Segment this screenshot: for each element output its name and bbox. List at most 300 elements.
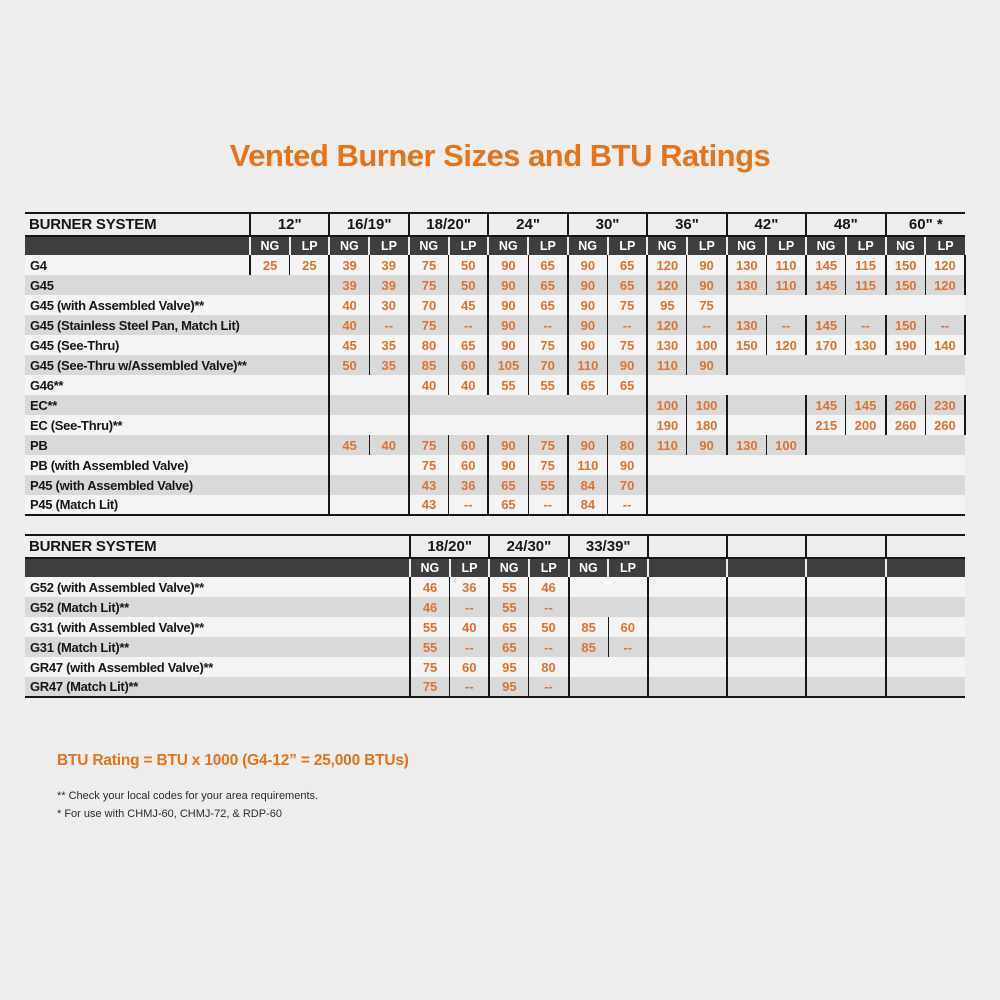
empty-cell	[766, 415, 806, 435]
empty-cell	[727, 597, 806, 617]
btu-value-ng: 43	[409, 475, 449, 495]
ng-header: NG	[410, 558, 450, 577]
btu-value-ng: 170	[806, 335, 846, 355]
btu-value-ng: 75	[410, 677, 450, 697]
empty-cell	[925, 355, 965, 375]
btu-value-lp: 39	[369, 275, 409, 295]
empty-cell	[766, 395, 806, 415]
btu-value-ng: 85	[569, 637, 609, 657]
btu-value-ng: 145	[806, 315, 846, 335]
btu-value-ng: 190	[886, 335, 926, 355]
btu-value-lp: 55	[528, 475, 568, 495]
empty-cell	[886, 597, 965, 617]
empty-group-header	[727, 535, 806, 558]
btu-value-lp: --	[449, 315, 489, 335]
table-row	[25, 617, 965, 637]
btu-value-ng: 130	[647, 335, 687, 355]
empty-cell	[687, 495, 727, 515]
empty-cell	[886, 455, 926, 475]
empty-cell	[569, 597, 609, 617]
btu-value-lp: 120	[766, 335, 806, 355]
btu-value-lp: 100	[766, 435, 806, 455]
empty-cell	[766, 295, 806, 315]
empty-cell	[806, 375, 846, 395]
lp-header: LP	[369, 236, 409, 255]
btu-value-ng: 75	[409, 455, 449, 475]
for-use-with-note: * For use with CHMJ-60, CHMJ-72, & RDP-60	[57, 808, 282, 820]
table-label-header: BURNER SYSTEM	[25, 535, 410, 558]
btu-value-ng: 25	[250, 255, 290, 275]
btu-value-ng: 150	[886, 275, 926, 295]
btu-value-ng: 46	[410, 577, 450, 597]
btu-value-ng: 85	[569, 617, 609, 637]
empty-cell	[886, 375, 926, 395]
btu-value-lp: 90	[687, 275, 727, 295]
btu-value-ng: 75	[409, 255, 449, 275]
empty-cell	[647, 375, 687, 395]
btu-value-ng: 130	[727, 275, 767, 295]
btu-value-ng: 120	[647, 255, 687, 275]
btu-value-lp: --	[687, 315, 727, 335]
btu-value-ng: 45	[329, 435, 369, 455]
btu-value-ng: 90	[568, 335, 608, 355]
empty-cell	[568, 395, 608, 415]
burner-table-2	[25, 534, 965, 698]
empty-cell	[647, 455, 687, 475]
lp-header: LP	[766, 236, 806, 255]
burner-system-label: G46**	[30, 377, 64, 393]
table-row	[25, 677, 965, 697]
btu-value-ng: 100	[647, 395, 687, 415]
btu-value-lp: 45	[449, 295, 489, 315]
table-row	[25, 415, 965, 435]
empty-cell	[369, 455, 409, 475]
btu-value-lp: 70	[608, 475, 648, 495]
empty-cell	[806, 657, 885, 677]
btu-value-ng: 190	[647, 415, 687, 435]
empty-cell	[727, 577, 806, 597]
btu-value-lp: 130	[846, 335, 886, 355]
lp-header: LP	[687, 236, 727, 255]
empty-cell	[329, 375, 369, 395]
empty-cell	[528, 415, 568, 435]
empty-cell	[687, 455, 727, 475]
btu-value-lp: --	[529, 597, 569, 617]
empty-cell	[369, 375, 409, 395]
btu-value-ng: 130	[727, 315, 767, 335]
btu-value-lp: 70	[528, 355, 568, 375]
btu-value-lp: --	[450, 637, 490, 657]
burner-system-label: GR47 (Match Lit)**	[25, 677, 410, 697]
btu-value-ng: 90	[488, 435, 528, 455]
empty-cell	[766, 475, 806, 495]
empty-cell	[648, 657, 727, 677]
ng-header: NG	[806, 236, 846, 255]
size-group-header: 18/20"	[410, 535, 489, 558]
btu-value-ng: 65	[488, 475, 528, 495]
local-codes-note: ** Check your local codes for your area requirements.	[57, 790, 319, 802]
btu-value-lp: 35	[369, 355, 409, 375]
table-row	[25, 435, 965, 455]
btu-value-ng: 95	[489, 677, 529, 697]
btu-value-lp: 260	[925, 415, 965, 435]
btu-value-lp: 90	[687, 355, 727, 375]
btu-value-ng: 110	[647, 435, 687, 455]
empty-cell	[409, 415, 449, 435]
btu-value-lp: 65	[528, 255, 568, 275]
btu-value-ng: 260	[886, 395, 926, 415]
burner-system-label: G31 (Match Lit)**	[30, 639, 129, 655]
btu-value-lp: 75	[528, 335, 568, 355]
empty-cell	[806, 617, 885, 637]
burner-system-label: G45 (See-Thru)	[30, 337, 119, 353]
empty-band-cell	[806, 558, 885, 577]
btu-value-ng: 120	[647, 275, 687, 295]
lp-header: LP	[925, 236, 965, 255]
empty-band-cell	[727, 558, 806, 577]
btu-value-lp: 145	[846, 395, 886, 415]
btu-value-lp: --	[450, 677, 490, 697]
btu-value-ng: 85	[409, 355, 449, 375]
empty-cell	[727, 475, 767, 495]
btu-value-lp: 65	[449, 335, 489, 355]
btu-value-ng: 145	[806, 395, 846, 415]
empty-cell	[846, 295, 886, 315]
burner-system-label: G45	[30, 277, 54, 293]
burner-system-label: G45 (Stainless Steel Pan, Match Lit)	[30, 317, 240, 333]
btu-value-ng: 105	[488, 355, 528, 375]
btu-value-lp: --	[925, 315, 965, 335]
btu-value-ng: 90	[488, 275, 528, 295]
btu-value-lp: --	[528, 495, 568, 515]
btu-value-lp: 230	[925, 395, 965, 415]
btu-value-ng: 84	[568, 475, 608, 495]
btu-value-ng: 39	[329, 275, 369, 295]
empty-cell	[727, 375, 767, 395]
table-label-header: BURNER SYSTEM	[25, 213, 250, 236]
burner-system-label: G52 (with Assembled Valve)**	[30, 579, 204, 595]
size-group-header: 24/30"	[489, 535, 568, 558]
btu-value-ng: 90	[568, 315, 608, 335]
burner-table-1	[25, 212, 966, 516]
empty-cell	[766, 495, 806, 515]
empty-cell	[369, 475, 409, 495]
table-row	[25, 455, 965, 475]
btu-value-ng: 150	[886, 315, 926, 335]
btu-value-ng: 150	[727, 335, 767, 355]
empty-cell	[925, 295, 965, 315]
btu-value-lp: --	[450, 597, 490, 617]
empty-cell	[329, 495, 369, 515]
band-label-cell	[25, 236, 250, 255]
empty-cell	[886, 577, 965, 597]
btu-value-lp: --	[846, 315, 886, 335]
btu-value-lp: 60	[449, 355, 489, 375]
btu-value-lp: 46	[529, 577, 569, 597]
lp-header: LP	[529, 558, 569, 577]
empty-cell	[806, 355, 846, 375]
btu-value-lp: 60	[449, 455, 489, 475]
empty-cell	[806, 677, 885, 697]
lp-header: LP	[449, 236, 489, 255]
btu-value-ng: 80	[409, 335, 449, 355]
size-group-header: 33/39"	[569, 535, 648, 558]
burner-system-label: PB	[30, 437, 48, 453]
empty-cell	[369, 415, 409, 435]
empty-cell	[687, 475, 727, 495]
size-group-header: 36"	[647, 213, 726, 236]
btu-value-lp: 65	[528, 295, 568, 315]
btu-value-lp: 50	[449, 275, 489, 295]
empty-cell	[608, 395, 648, 415]
empty-cell	[727, 677, 806, 697]
empty-cell	[886, 495, 926, 515]
empty-cell	[886, 435, 926, 455]
btu-value-lp: 25	[290, 255, 330, 275]
btu-value-lp: 35	[369, 335, 409, 355]
btu-value-lp: --	[608, 495, 648, 515]
btu-value-ng: 40	[409, 375, 449, 395]
btu-value-ng: 215	[806, 415, 846, 435]
empty-cell	[727, 355, 767, 375]
empty-cell	[886, 475, 926, 495]
btu-value-ng: 130	[727, 435, 767, 455]
btu-value-ng: 65	[489, 637, 529, 657]
btu-value-lp: 75	[528, 455, 568, 475]
btu-value-lp: 65	[528, 275, 568, 295]
table-row	[25, 335, 965, 355]
btu-value-lp: 55	[528, 375, 568, 395]
empty-cell	[846, 455, 886, 475]
empty-cell	[329, 455, 369, 475]
btu-value-lp: 75	[528, 435, 568, 455]
btu-value-lp: 65	[608, 375, 648, 395]
burner-system-label: PB (with Assembled Valve)	[30, 457, 189, 473]
btu-value-ng: 39	[329, 255, 369, 275]
table-row	[25, 255, 965, 275]
size-group-header: 42"	[727, 213, 806, 236]
empty-cell	[568, 415, 608, 435]
btu-value-lp: 200	[846, 415, 886, 435]
table-row	[25, 577, 965, 597]
empty-cell	[766, 375, 806, 395]
size-group-header: 24"	[488, 213, 567, 236]
empty-cell	[806, 637, 885, 657]
btu-value-ng: 130	[727, 255, 767, 275]
size-group-header: 30"	[568, 213, 647, 236]
empty-cell	[648, 617, 727, 637]
table-row	[25, 495, 965, 515]
btu-value-lp: 65	[608, 275, 648, 295]
empty-cell	[727, 617, 806, 637]
empty-cell	[329, 395, 369, 415]
empty-cell	[806, 435, 846, 455]
btu-value-ng: 145	[806, 275, 846, 295]
btu-value-lp: 75	[608, 335, 648, 355]
empty-cell	[925, 455, 965, 475]
empty-cell	[647, 475, 687, 495]
btu-value-lp: 100	[687, 335, 727, 355]
btu-value-lp: 50	[449, 255, 489, 275]
empty-cell	[608, 677, 648, 697]
ng-header: NG	[409, 236, 449, 255]
empty-cell	[886, 637, 965, 657]
btu-value-lp: 90	[687, 255, 727, 275]
table-row	[25, 375, 965, 395]
empty-cell	[528, 395, 568, 415]
btu-value-ng: 50	[329, 355, 369, 375]
burner-system-label: G4	[30, 257, 47, 273]
btu-value-ng: 45	[329, 335, 369, 355]
btu-value-lp: --	[369, 315, 409, 335]
btu-value-ng: 95	[489, 657, 529, 677]
btu-value-lp: 140	[925, 335, 965, 355]
empty-cell	[846, 495, 886, 515]
ng-header: NG	[568, 236, 608, 255]
burner-system-label: G31 (with Assembled Valve)**	[30, 619, 204, 635]
btu-value-ng: 90	[488, 455, 528, 475]
btu-value-ng: 120	[647, 315, 687, 335]
empty-cell	[648, 677, 727, 697]
empty-cell	[846, 435, 886, 455]
size-group-header: 60" *	[886, 213, 965, 236]
btu-value-ng: 260	[886, 415, 926, 435]
page-title: Vented Burner Sizes and BTU Ratings	[229, 138, 771, 173]
empty-cell	[886, 617, 965, 637]
empty-cell	[925, 375, 965, 395]
ng-header: NG	[647, 236, 687, 255]
empty-cell	[886, 295, 926, 315]
empty-cell	[647, 495, 687, 515]
empty-band-cell	[886, 558, 965, 577]
lp-header: LP	[608, 236, 648, 255]
btu-value-lp: --	[449, 495, 489, 515]
lp-header: LP	[846, 236, 886, 255]
btu-value-ng: 55	[410, 617, 450, 637]
btu-value-ng: 65	[488, 495, 528, 515]
btu-value-lp: 90	[687, 435, 727, 455]
size-group-header: 16/19"	[329, 213, 408, 236]
btu-value-lp: 80	[608, 435, 648, 455]
table-row	[25, 295, 965, 315]
burner-system-label: P45 (with Assembled Valve)	[30, 477, 193, 493]
empty-cell	[727, 415, 767, 435]
table-row	[25, 657, 965, 677]
btu-value-ng: 55	[488, 375, 528, 395]
table-row	[25, 315, 965, 335]
btu-value-lp: 36	[449, 475, 489, 495]
empty-cell	[648, 577, 727, 597]
btu-value-lp: --	[608, 637, 648, 657]
btu-value-ng: 65	[568, 375, 608, 395]
empty-cell	[369, 495, 409, 515]
burner-table-1-wrapper	[25, 212, 965, 516]
btu-value-lp: --	[766, 315, 806, 335]
btu-value-ng: 40	[329, 295, 369, 315]
empty-cell	[727, 395, 767, 415]
empty-cell	[369, 395, 409, 415]
btu-value-lp: 180	[687, 415, 727, 435]
empty-cell	[727, 495, 767, 515]
size-group-header: 48"	[806, 213, 885, 236]
btu-value-ng: 75	[410, 657, 450, 677]
btu-value-ng: 65	[489, 617, 529, 637]
empty-cell	[806, 295, 846, 315]
ng-header: NG	[250, 236, 290, 255]
btu-value-ng: 90	[568, 275, 608, 295]
empty-cell	[608, 597, 648, 617]
empty-cell	[727, 637, 806, 657]
btu-value-ng: 90	[488, 255, 528, 275]
empty-cell	[886, 657, 965, 677]
table-row	[25, 395, 965, 415]
empty-group-header	[886, 535, 965, 558]
lp-header: LP	[528, 236, 568, 255]
btu-value-lp: 60	[450, 657, 490, 677]
btu-value-lp: --	[608, 315, 648, 335]
btu-value-lp: 120	[925, 255, 965, 275]
empty-cell	[569, 577, 609, 597]
btu-value-lp: --	[529, 637, 569, 657]
btu-value-ng: 84	[568, 495, 608, 515]
btu-value-ng: 75	[409, 435, 449, 455]
empty-cell	[925, 475, 965, 495]
burner-system-label: GR47 (with Assembled Valve)**	[30, 659, 213, 675]
btu-value-lp: 40	[369, 435, 409, 455]
empty-cell	[608, 657, 648, 677]
ng-header: NG	[489, 558, 529, 577]
btu-value-lp: 65	[608, 255, 648, 275]
empty-cell	[488, 415, 528, 435]
empty-cell	[806, 455, 846, 475]
empty-cell	[806, 495, 846, 515]
btu-value-lp: 115	[846, 255, 886, 275]
btu-value-lp: 90	[608, 455, 648, 475]
empty-cell	[886, 677, 965, 697]
burner-system-label: G52 (Match Lit)**	[30, 599, 129, 615]
empty-cell	[925, 495, 965, 515]
btu-value-ng: 55	[489, 577, 529, 597]
burner-table-2-wrapper	[25, 534, 965, 698]
empty-cell	[569, 657, 609, 677]
table-row	[25, 275, 965, 295]
btu-value-lp: 75	[687, 295, 727, 315]
lp-header: LP	[450, 558, 490, 577]
btu-value-ng: 90	[568, 435, 608, 455]
btu-value-lp: 80	[529, 657, 569, 677]
btu-rating-note: BTU Rating = BTU x 1000 (G4-12” = 25,000 BTUs)	[57, 752, 409, 769]
burner-system-label: EC (See-Thru)**	[30, 417, 123, 433]
ng-header: NG	[886, 236, 926, 255]
btu-value-ng: 90	[488, 315, 528, 335]
empty-cell	[608, 577, 648, 597]
empty-cell	[329, 475, 369, 495]
empty-cell	[488, 395, 528, 415]
table-row	[25, 637, 965, 657]
empty-group-header	[806, 535, 885, 558]
empty-cell	[648, 597, 727, 617]
empty-cell	[925, 435, 965, 455]
btu-value-ng: 40	[329, 315, 369, 335]
btu-value-ng: 110	[647, 355, 687, 375]
empty-cell	[846, 375, 886, 395]
btu-value-ng: 70	[409, 295, 449, 315]
btu-value-lp: 120	[925, 275, 965, 295]
empty-cell	[727, 657, 806, 677]
btu-value-ng: 150	[886, 255, 926, 275]
empty-cell	[449, 395, 489, 415]
btu-value-lp: 115	[846, 275, 886, 295]
